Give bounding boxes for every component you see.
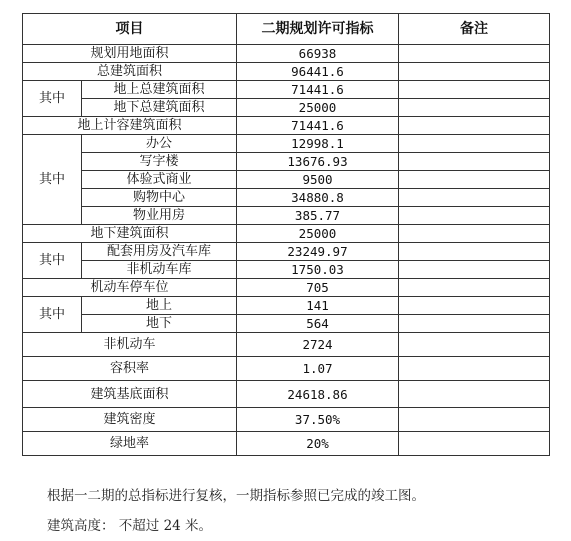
group-label: 其中 [23, 81, 82, 117]
row-label: 写字楼 [82, 153, 237, 171]
row-label: 购物中心 [82, 189, 237, 207]
table-row [23, 99, 550, 117]
row-value: 71441.6 [237, 81, 399, 99]
row-label: 建筑基底面积 [23, 381, 237, 408]
row-remark [399, 225, 550, 243]
table-row [23, 432, 550, 456]
header-indicator: 二期规划许可指标 [237, 14, 399, 45]
row-value: 13676.93 [237, 153, 399, 171]
row-remark [399, 207, 550, 225]
row-label: 地下 [82, 315, 237, 333]
row-remark [399, 315, 550, 333]
table-row [23, 243, 550, 261]
table-row [23, 279, 550, 297]
table-row [23, 315, 550, 333]
row-label: 机动车停车位 [23, 279, 237, 297]
row-remark [399, 153, 550, 171]
row-label: 地上计容建筑面积 [23, 117, 237, 135]
row-remark [399, 381, 550, 408]
note-building-height: 建筑高度： 不超过 24 米。 [47, 518, 213, 534]
row-remark [399, 333, 550, 357]
table-row [23, 333, 550, 357]
planning-indicator-table [22, 13, 550, 456]
row-value: 25000 [237, 225, 399, 243]
table-row [23, 297, 550, 315]
row-remark [399, 279, 550, 297]
table-row [23, 225, 550, 243]
row-label: 绿地率 [23, 432, 237, 456]
row-remark [399, 99, 550, 117]
header-item: 项目 [23, 14, 237, 45]
table-row [23, 381, 550, 408]
row-value: 34880.8 [237, 189, 399, 207]
row-label: 规划用地面积 [23, 45, 237, 63]
row-label: 地下总建筑面积 [82, 99, 237, 117]
table-row [23, 171, 550, 189]
row-value: 705 [237, 279, 399, 297]
row-label: 容积率 [23, 357, 237, 381]
row-value: 141 [237, 297, 399, 315]
header-remarks: 备注 [399, 14, 550, 45]
row-remark [399, 297, 550, 315]
row-value: 20% [237, 432, 399, 456]
row-value: 1750.03 [237, 261, 399, 279]
row-remark [399, 171, 550, 189]
table-row [23, 189, 550, 207]
row-remark [399, 45, 550, 63]
row-remark [399, 189, 550, 207]
group-label: 其中 [23, 297, 82, 333]
row-value: 96441.6 [237, 63, 399, 81]
table-row [23, 63, 550, 81]
row-label: 总建筑面积 [23, 63, 237, 81]
row-remark [399, 408, 550, 432]
row-value: 2724 [237, 333, 399, 357]
row-remark [399, 243, 550, 261]
row-remark [399, 63, 550, 81]
row-label: 配套用房及汽车库 [82, 243, 237, 261]
row-remark [399, 117, 550, 135]
row-remark [399, 261, 550, 279]
row-value: 24618.86 [237, 381, 399, 408]
row-label: 地下建筑面积 [23, 225, 237, 243]
row-label: 建筑密度 [23, 408, 237, 432]
table-row [23, 45, 550, 63]
row-value: 12998.1 [237, 135, 399, 153]
row-value: 71441.6 [237, 117, 399, 135]
row-label: 非机动车 [23, 333, 237, 357]
row-value: 1.07 [237, 357, 399, 381]
row-label: 体验式商业 [82, 171, 237, 189]
group-label: 其中 [23, 135, 82, 225]
row-remark [399, 81, 550, 99]
table-row [23, 408, 550, 432]
row-remark [399, 135, 550, 153]
row-value: 564 [237, 315, 399, 333]
row-label: 地上 [82, 297, 237, 315]
table-row [23, 261, 550, 279]
row-label: 非机动车库 [82, 261, 237, 279]
row-remark [399, 357, 550, 381]
row-label: 办公 [82, 135, 237, 153]
table-row [23, 117, 550, 135]
row-value: 25000 [237, 99, 399, 117]
note-verification: 根据一二期的总指标进行复核，一期指标参照已完成的竣工图。 [47, 488, 425, 504]
table-row [23, 153, 550, 171]
row-value: 9500 [237, 171, 399, 189]
row-remark [399, 432, 550, 456]
row-value: 23249.97 [237, 243, 399, 261]
table-row [23, 207, 550, 225]
table-row [23, 135, 550, 153]
table-row [23, 357, 550, 381]
row-value: 37.50% [237, 408, 399, 432]
table-row [23, 81, 550, 99]
group-label: 其中 [23, 243, 82, 279]
table-header-row [23, 14, 550, 45]
row-value: 385.77 [237, 207, 399, 225]
row-label: 物业用房 [82, 207, 237, 225]
row-label: 地上总建筑面积 [82, 81, 237, 99]
row-value: 66938 [237, 45, 399, 63]
